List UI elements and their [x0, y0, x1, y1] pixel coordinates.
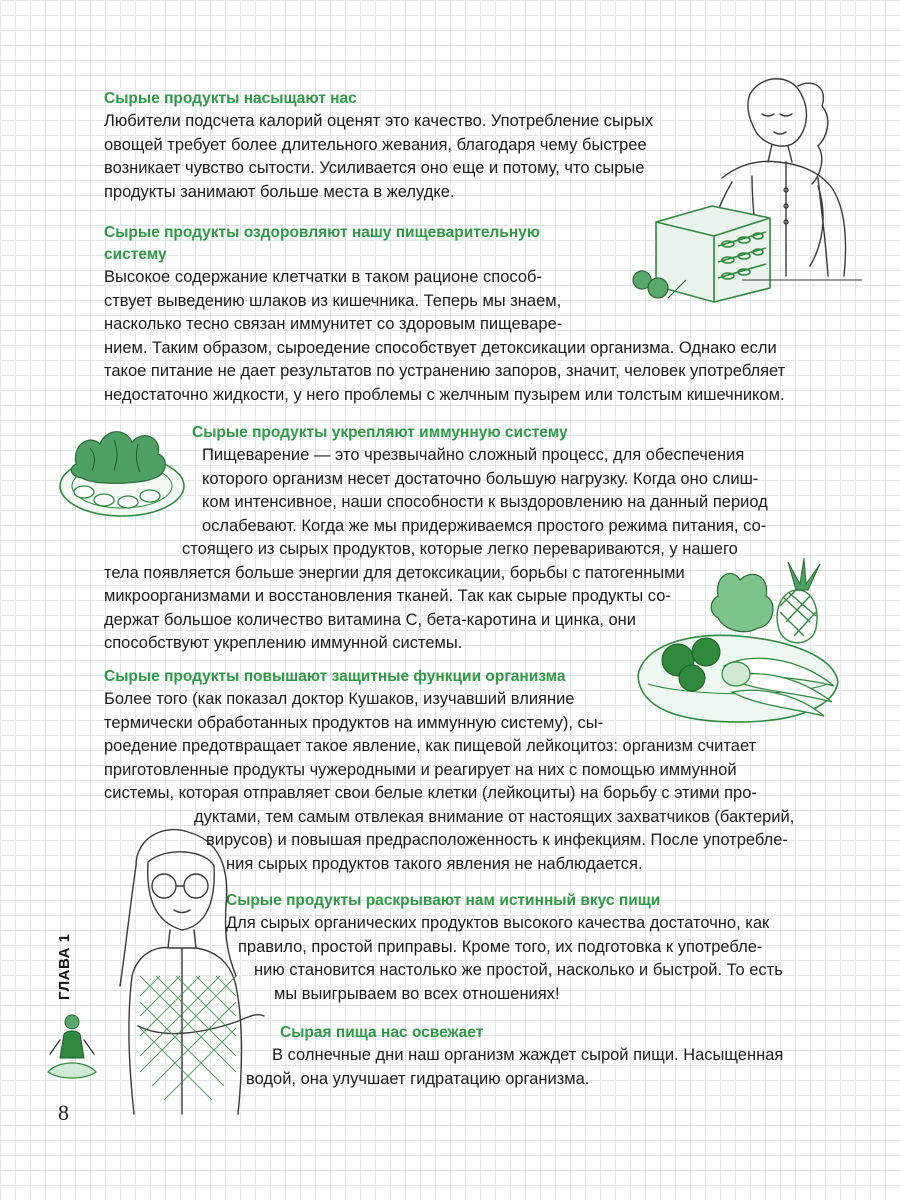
text-line: ствует выведению шлаков из кишечника. Теперь мы знаем, — [104, 291, 562, 310]
vegetable-basket-illustration — [628, 556, 848, 726]
section-body — [246, 1044, 826, 1091]
text-line: тела появляется больше энергии для детоксикации, борьбы с патогенными — [104, 563, 685, 582]
salad-plate-illustration — [54, 414, 194, 524]
text-line: Любители подсчета калорий оценят это качество. Употребление сырых — [104, 112, 654, 130]
page-number: 8 — [58, 1100, 69, 1125]
section-heading: Сырые продукты раскрывают нам истинный вкус пищи — [226, 892, 661, 909]
text-line: микроорганизмами и восстановления тканей. Так как сырые продукты со- — [104, 587, 671, 605]
text-line: такое питание не дает результатов по устранению запоров, значит, человек употребляет — [104, 362, 786, 380]
text-line: ния сырых продуктов такого явления не наблюдается. — [226, 854, 643, 873]
section-heading: Сырые продукты насыщают нас — [104, 90, 357, 107]
text-line: Пищеварение — это чрезвычайно сложный процесс, для обеспечения — [202, 446, 745, 464]
text-line: ком интенсивное, наши способности к выздоровлению на данный период — [202, 493, 768, 511]
text-line: дуктами, тем самым отвлекая внимание от настоящих захватчиков (бактерий, — [194, 807, 795, 826]
text-line: приготовленные продукты чужеродными и реагирует на них с помощью иммунной — [104, 760, 737, 779]
text-line: стоящего из сырых продуктов, которые легко перевариваются, у нашего — [182, 540, 738, 558]
text-line: держат большое количество витамина С, бета-каротина и цинка, они — [104, 610, 637, 629]
chapter-label: ГЛАВА 1 — [56, 933, 73, 1000]
text-line: В солнечные дни наш организм жаждет сырой пищи. Насыщенная — [272, 1046, 784, 1064]
text-line: правило, простой приправы. Кроме того, их подготовка к употребле- — [238, 937, 763, 956]
text-line: способствуют укреплению иммунной системы. — [104, 634, 463, 652]
text-line: овощей требует более длительного жевания, благодаря чему быстрее — [104, 135, 647, 154]
text-line: водой, она улучшает гидратацию организма. — [246, 1069, 590, 1088]
text-line: Для сырых органических продуктов высокого качества достаточно, как — [226, 914, 770, 932]
meditating-girl-icon — [44, 1010, 100, 1086]
woman-glasses-illustration — [96, 826, 272, 1116]
woman-dehydrator-illustration — [622, 66, 862, 306]
text-line: недостаточно жидкости, у него проблемы с желчным пузырем или толстым кишечником. — [104, 385, 785, 404]
heading-line: Сырые продукты оздоровляют нашу пищеварительную — [104, 224, 541, 241]
text-line: возникает чувство сытости. Усиливается оно еще и потому, что сырые — [104, 159, 645, 177]
text-line: нием. Таким образом, сыроедение способствует детоксикации организма. Однако если — [104, 338, 777, 357]
section-heading: Сырая пища нас освежает — [280, 1024, 484, 1041]
text-line: термически обработанных продуктов на иммунную систему), сы- — [104, 713, 604, 732]
section-refresh — [246, 1022, 826, 1091]
text-line: роедение предотвращает такое явление, как пищевой лейкоцитоз: организм считает — [104, 737, 757, 755]
section-heading: Сырые продукты укрепляют иммунную систему — [192, 424, 568, 441]
text-line: системы, которая отправляет свои белые клетки (лейкоциты) на борьбу с этими про- — [104, 784, 757, 802]
text-line: Более того (как показал доктор Кушаков, изучавший влияние — [104, 690, 575, 708]
text-line: нию становится настолько же простой, насколько и быстрой. То есть — [254, 961, 783, 979]
text-line: продукты занимают больше места в желудке. — [104, 182, 455, 201]
text-line: вирусов) и повышая предрасположенность к инфекциям. После употребле- — [206, 831, 788, 849]
text-line: насколько тесно связан иммунитет со здоровым пищеваре- — [104, 315, 563, 333]
heading-line: систему — [104, 246, 167, 263]
section-body — [226, 912, 826, 1006]
text-line: которого организм несет достаточно большую нагрузку. Когда оно слиш- — [202, 469, 759, 488]
section-heading: Сырые продукты повышают защитные функции организма — [104, 668, 566, 685]
section-taste — [226, 890, 826, 1006]
text-line: Высокое содержание клетчатки в таком рационе способ- — [104, 268, 542, 286]
text-line: мы выигрываем во всех отношениях! — [274, 984, 560, 1003]
text-line: ослабевают. Когда же мы придерживаемся простого режима питания, со- — [202, 516, 767, 535]
